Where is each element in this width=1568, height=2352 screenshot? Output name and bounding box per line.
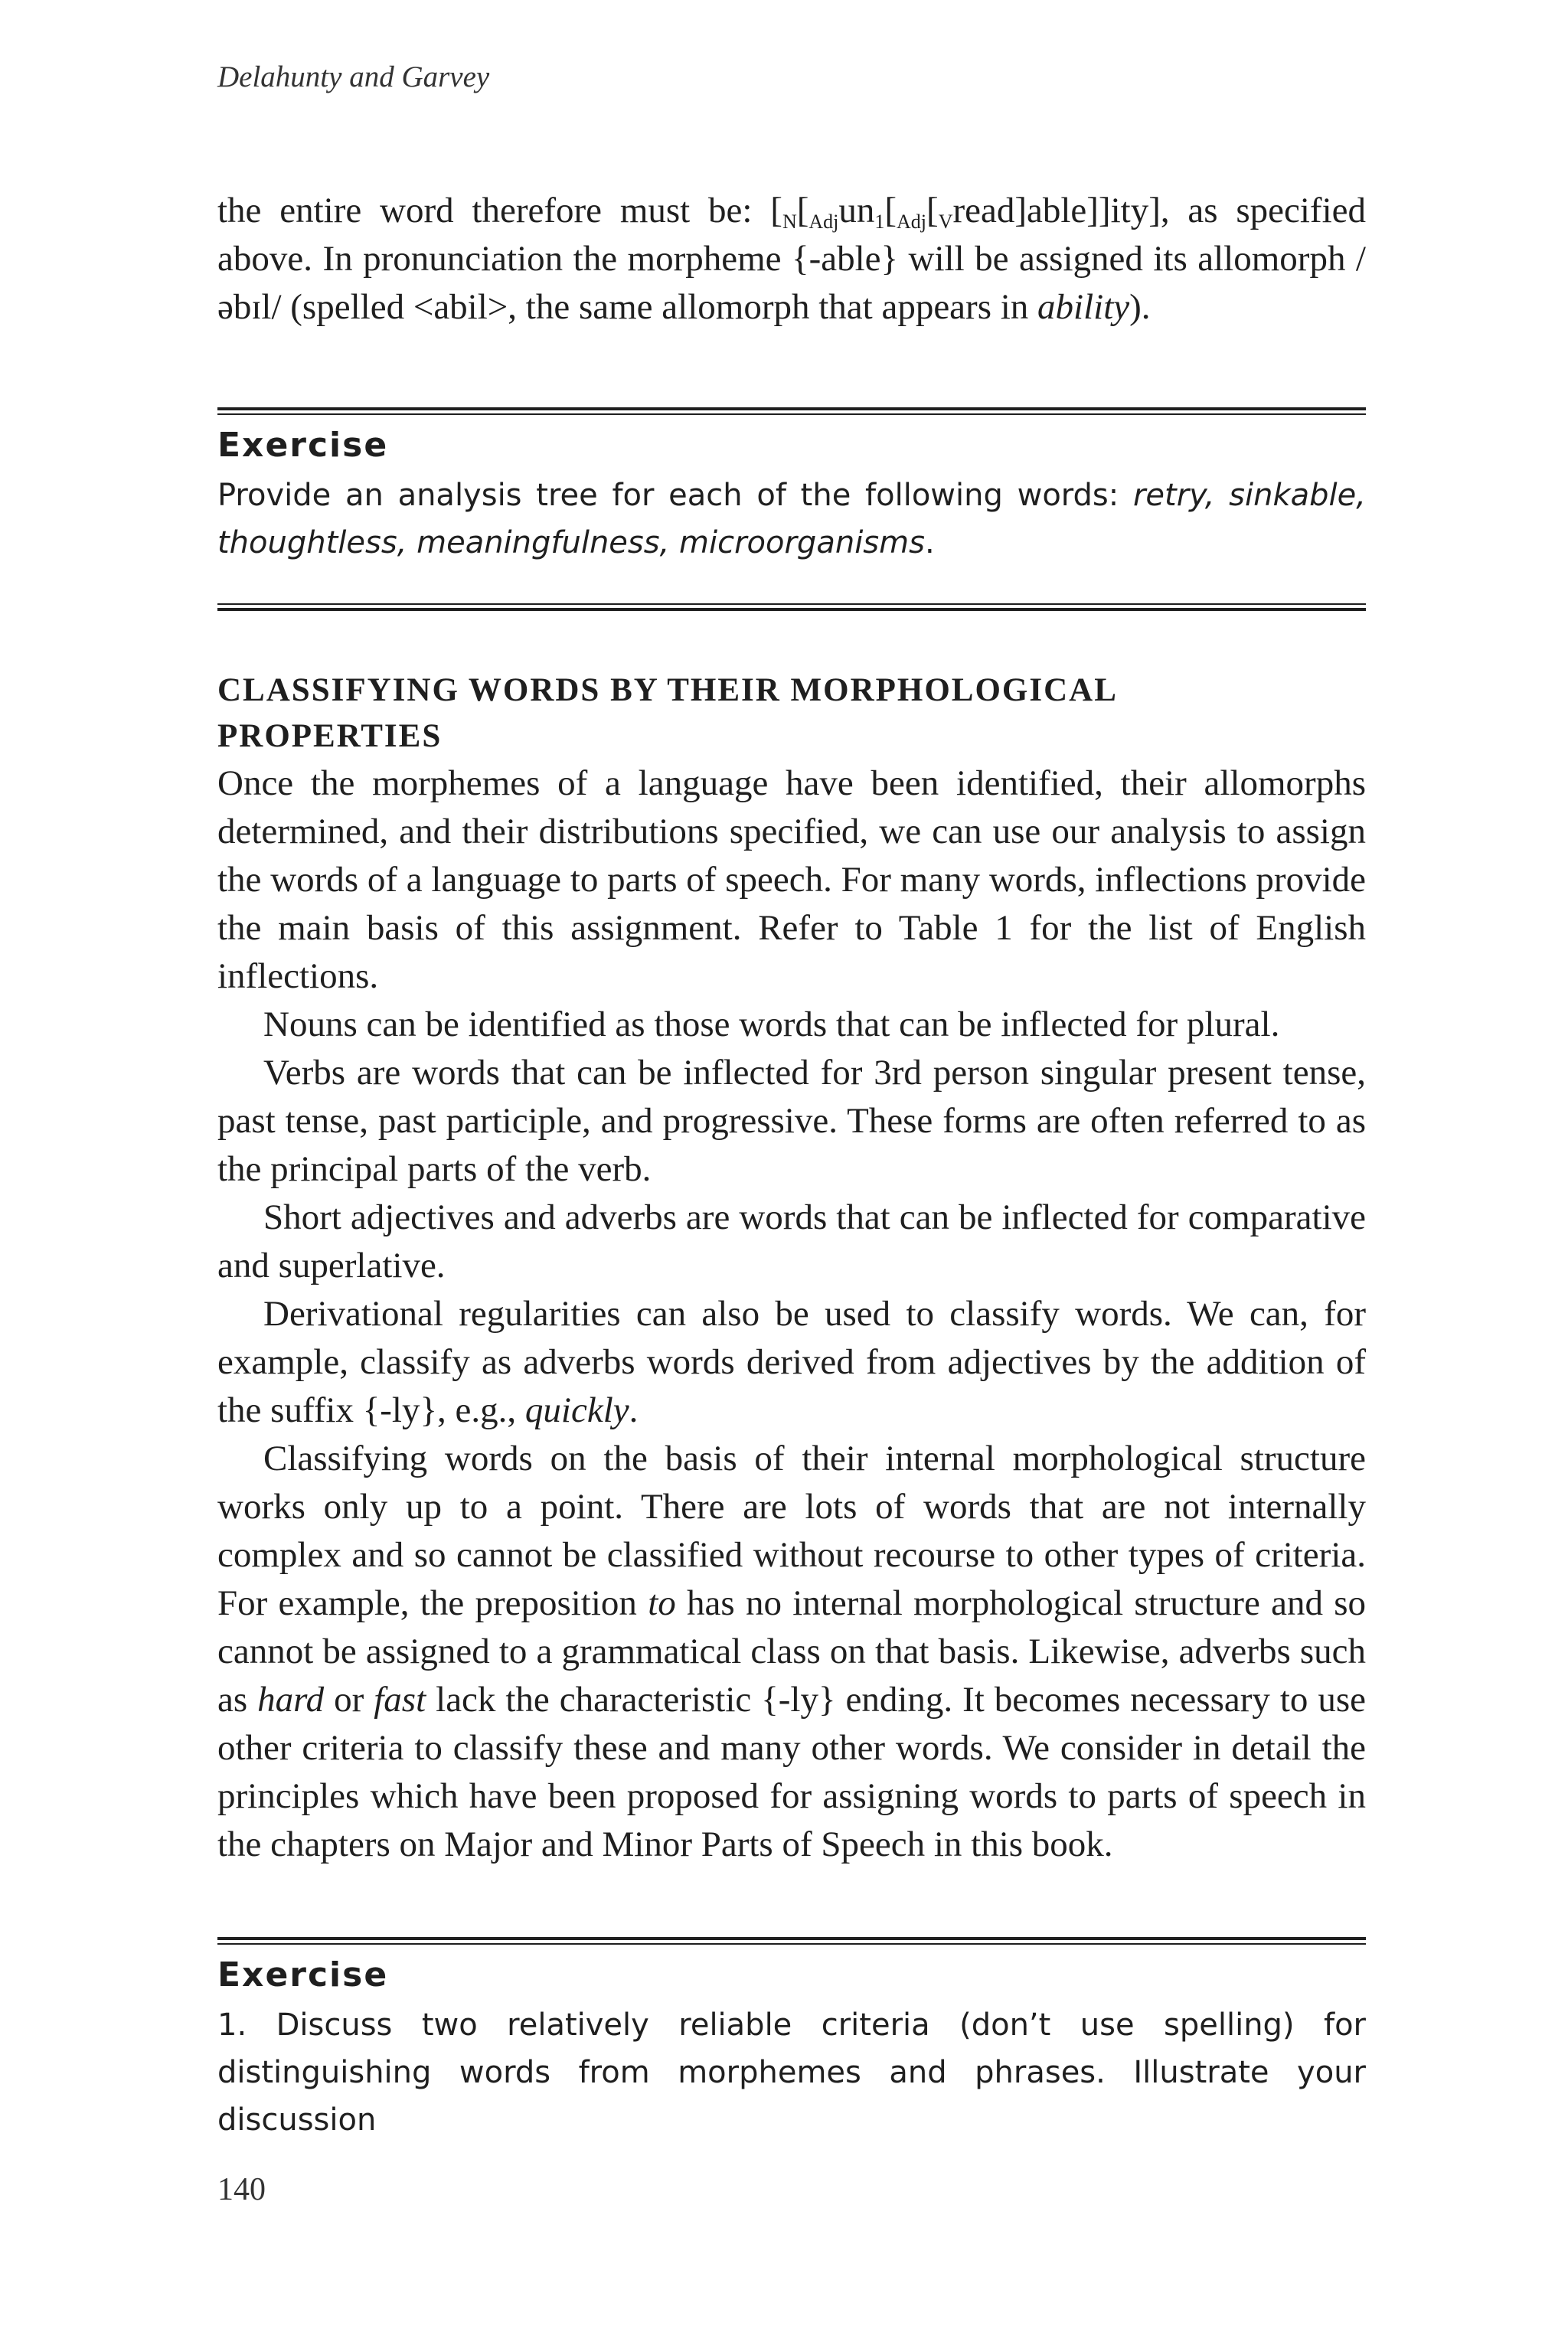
paragraph-2: Nouns can be identified as those words that can be inflected for plural. — [263, 1004, 1280, 1044]
paragraph-4: Short adjectives and adverbs are words that can be inflected for comparative and superlative. — [217, 1197, 1366, 1285]
paragraph-1: Once the morphemes of a language have been identified, their allomorphs determined, and their distributions specified, we can use our analysis to assign the words of a language to parts of speech. For many words, inflections provide the main basis of this assignment. Refer to Table 1 for the list of English inflections. — [217, 763, 1366, 996]
exercise1-words: retry, sinkable, thoughtless, meaningfulness, microorganisms — [217, 478, 1366, 560]
exercise2-title: Exercise — [217, 1955, 389, 1994]
italic-fast: fast — [374, 1680, 426, 1720]
exercise2-top-rule — [217, 1937, 1366, 1945]
paragraph-3: Verbs are words that can be inflected for 3rd person singular present tense, past tense, past participle, and progressive. These forms are often referred to as the principal parts of the verb. — [217, 1053, 1366, 1189]
exercise1-title: Exercise — [217, 426, 389, 465]
italic-ability: ability — [1037, 287, 1130, 327]
intro-paragraph — [217, 187, 1366, 332]
italic-quickly: quickly — [524, 1390, 629, 1430]
exercise1-top-rule — [217, 407, 1366, 415]
paragraph-6: Classifying words on the basis of their internal morphological structure works only up to a point. There are lots of words that are not internally complex and so cannot be classified without recourse to other types of criteria. For example, the preposition to has no internal morphological structure and so cannot be assigned to a grammatical class on that basis. Likewise, adverbs such as hard or fast lack the characteristic {-ly} ending. It becomes necessary to use other criteria to classify these and many other words. We consider in detail the principles which have been proposed for assigning words to parts of speech in the chapters on Major and Minor Parts of Speech in this book. — [217, 1439, 1367, 1864]
intro-text: the entire word therefore must be: $[_N[_{Adj}un_1[_{Adj}[_Vread]able]]ity]$, as specified above. In pronunciation the morpheme {-able} will be assigned its allomorph /əbɪl/ (spelled <abil>, the same allomorph that appears in ability). — [217, 191, 1367, 327]
section-heading: CLASSIFYING WORDS BY THEIR MORPHOLOGICAL PROPERTIES — [217, 672, 1116, 754]
exercise1-text: Provide an analysis tree for each of the following words: retry, sinkable, thoughtless, meaningfulness, microorganisms. — [217, 478, 1366, 560]
page-number: 140 — [217, 2172, 266, 2207]
paragraph-5: Derivational regularities can also be used to classify words. We can, for example, classify as adverbs words derived from adjectives by the addition of the suffix {-ly}, e.g., quickly. — [217, 1294, 1366, 1430]
running-head: Delahunty and Garvey — [217, 60, 490, 93]
section-body — [217, 760, 1366, 1869]
exercise1-bottom-rule — [217, 600, 1366, 611]
exercise2-text: 1. Discuss two relatively reliable criteria (don’t use spelling) for distinguishing words from morphemes and phrases. Illustrate your discussion — [217, 2007, 1366, 2138]
italic-hard: hard — [257, 1680, 325, 1720]
italic-to: to — [648, 1583, 676, 1623]
